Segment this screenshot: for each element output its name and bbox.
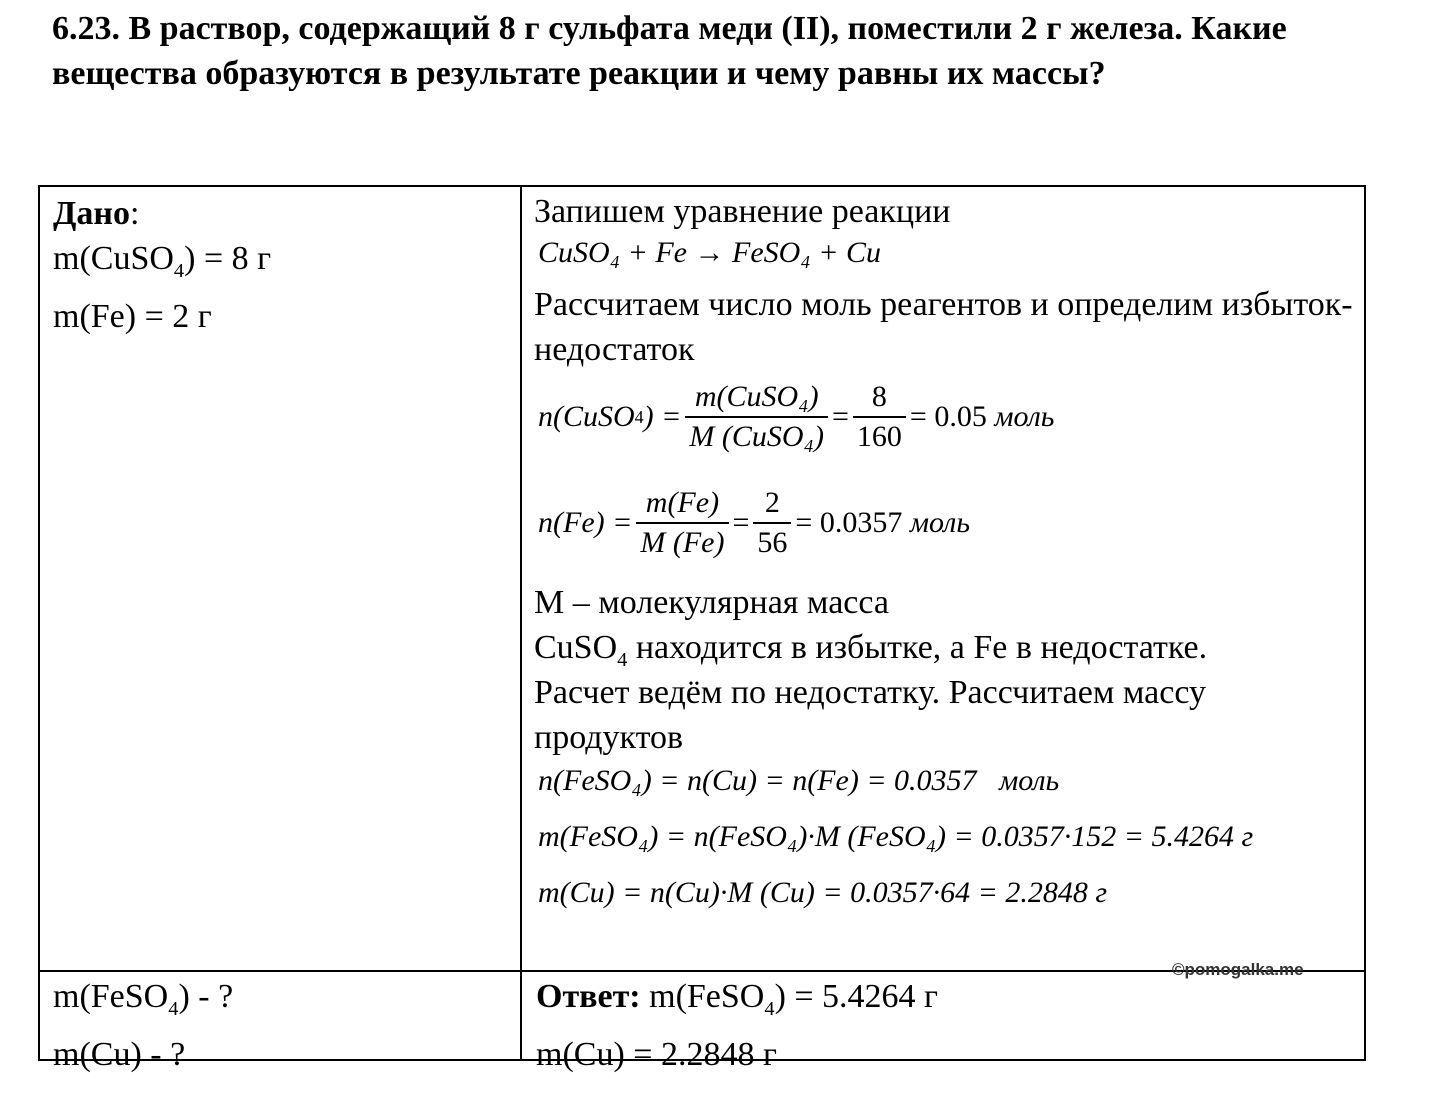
given-cell <box>53 191 271 339</box>
watermark: ©pomogalka.me <box>1172 960 1304 979</box>
row-divider <box>40 970 1364 972</box>
m-feso4-formula: m(FeSO₄) = n(FeSO₄)·M (FeSO₄) = 0.0357·152 = 5.4264 г <box>538 820 1254 853</box>
calc-intro: Рассчитаем число моль реагентов и определим избыток-недостаток <box>534 286 1353 368</box>
products-intro: Расчет ведём по недостатку. Рассчитаем массу продуктов <box>534 674 1206 756</box>
m-cu-formula: m(Cu) = n(Cu)·M (Cu) = 0.0357·64 = 2.2848 г <box>538 876 1108 909</box>
given-heading: Дано: <box>53 195 140 232</box>
n-cuso4-formula: n(CuSO 4 ) = $\frac{\text{m(CuSO₄)}}{\text{M (CuSO₄)}}$ = $\frac{8}{160}$ = 0.05 моль <box>538 380 1055 453</box>
answer-cu: m(Cu) = 2.2848 г <box>536 1035 777 1073</box>
reaction-equation: CuSO₄ + Fe → FeSO₄ + Cu <box>538 236 881 269</box>
n-fe-formula: n(Fe) = $\frac{m(Fe)}{M (Fe)}$ = $\frac{2}{56}$ = 0.0357 моль <box>538 486 970 559</box>
column-divider <box>520 187 522 1059</box>
unknown-feso4: m(FeSO$_4$) - ? <box>53 978 234 1020</box>
solution-intro: Запишем уравнение реакции <box>534 193 951 230</box>
answer-cell <box>536 974 938 1077</box>
excess-statement: CuSO$_4$ находится в избытке, а Fe в недостатке. <box>534 629 1208 671</box>
given-fe-mass: m(Fe) = 2 г <box>53 297 212 335</box>
answer-feso4: Ответ: m(FeSO$_4$) = 5.4264 г <box>536 978 939 1020</box>
unknown-cell <box>53 974 233 1077</box>
given-cuso4-mass: m(CuSO$_4$) = 8 г <box>53 240 272 282</box>
problem-statement: 6.23. В раствор, содержащий 8 г сульфата меди (II), поместили 2 г железа. Какие вещества образуются в результате реакции и чему равны их массы? <box>52 10 1287 92</box>
unknown-cu: m(Cu) - ? <box>53 1035 186 1073</box>
n-products-formula: n(FeSO₄) = n(Cu) = n(Fe) = 0.0357 моль <box>538 764 1060 797</box>
molar-mass-note: M – молекулярная масса <box>534 584 889 621</box>
